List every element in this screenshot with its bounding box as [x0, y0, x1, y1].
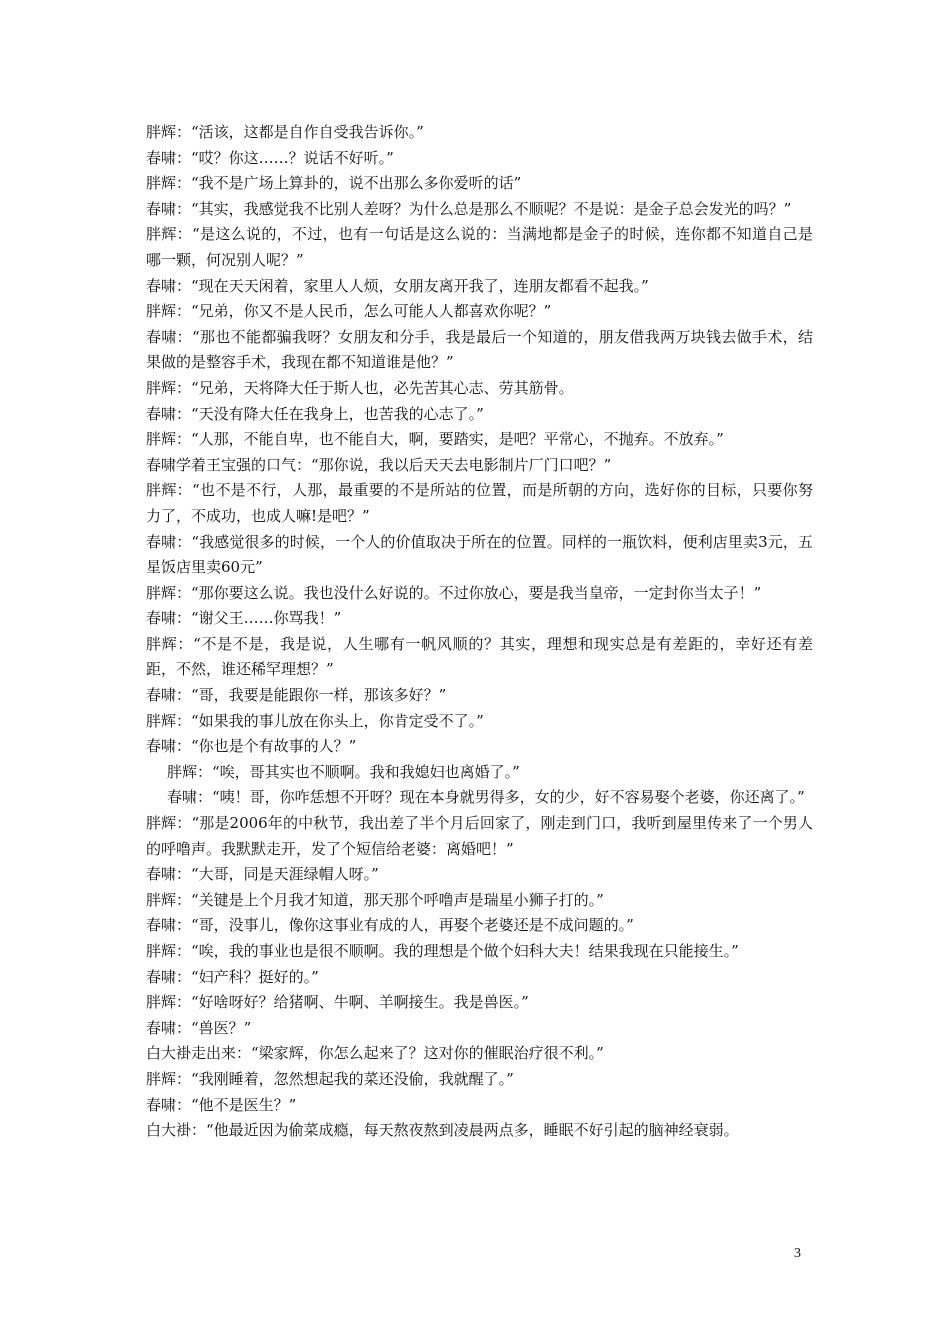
dialogue-line: 胖辉：“不是不是，我是说，人生哪有一帆风顺的？其实，理想和现实总是有差距的，幸好还有差距，不然，谁还稀罕理想？”	[146, 634, 813, 679]
dialogue-line: 胖辉：“我刚睡着，忽然想起我的菜还没偷，我就醒了。”	[146, 1069, 514, 1088]
dialogue-line: 春啸：“天没有降大任在我身上，也苦我的心志了。”	[146, 404, 484, 423]
dialogue-line: 春啸：“你也是个有故事的人？”	[146, 737, 357, 756]
dialogue-line: 春啸：“大哥，同是天涯绿帽人呀。”	[146, 865, 379, 884]
dialogue-line: 春啸：“我感觉很多的时候，一个人的价值取决于所在的位置。同样的一瓶饮料，便利店里卖3元，五星饭店里卖60元”	[146, 532, 813, 577]
dialogue-line: 春啸：“咦！哥，你咋恁想不开呀？现在本身就男得多，女的少，好不容易娶个老婆，你还离了。”	[167, 788, 805, 807]
dialogue-line: 白大褂：“他最近因为偷菜成瘾，每天熬夜熬到凌晨两点多，睡眠不好引起的脑神经衰弱。	[146, 1121, 739, 1140]
dialogue-line: 春啸：“他不是医生？”	[146, 1095, 297, 1114]
dialogue-line: 胖辉：“那你要这么说。我也没什么好说的。不过你放心，要是我当皇帝，一定封你当太子！”	[146, 583, 762, 602]
dialogue-line: 春啸：“哎？你这……？说话不好听。”	[146, 148, 394, 167]
dialogue-line: 春啸：“那也不能都骗我呀？女朋友和分手，我是最后一个知道的，朋友借我两万块钱去做手术，结果做的是整容手术，我现在都不知道谁是他？”	[146, 327, 813, 372]
dialogue-line: 春啸学着王宝强的口气：“那你说，我以后天天去电影制片厂门口吧？”	[146, 455, 612, 474]
page-number: 3	[794, 1246, 801, 1261]
dialogue-line: 胖辉：“那是2006年的中秋节，我出差了半个月后回家了，刚走到门口，我听到屋里传来了一个男人的呼噜声。我默默走开，发了个短信给老婆：离婚吧！”	[146, 814, 813, 858]
dialogue-line: 春啸：“现在天天闲着，家里人人烦，女朋友离开我了，连朋友都看不起我。”	[146, 276, 649, 295]
dialogue-line: 春啸：“妇产科？挺好的。”	[146, 967, 319, 986]
dialogue-line: 胖辉：“关键是上个月我才知道，那天那个呼噜声是瑞星小狮子打的。”	[146, 890, 604, 909]
dialogue-line: 春啸：“哥，我要是能跟你一样，那该多好？”	[146, 686, 447, 705]
dialogue-line: 胖辉：“好啥呀好？给猪啊、牛啊、羊啊接生。我是兽医。”	[146, 993, 529, 1012]
dialogue-line: 胖辉：“也不是不行，人那，最重要的不是所站的位置，而是所朝的方向，选好你的目标，只要你努力了，不成功，也成人嘛!是吧？”	[146, 481, 813, 525]
dialogue-line: 胖辉：“唉，我的事业也是很不顺啊。我的理想是个做个妇科大夫！结果我现在只能接生。”	[146, 942, 739, 960]
dialogue-line: 春啸：“兽医？”	[146, 1018, 252, 1037]
dialogue-line: 胖辉：“人那，不能自卑，也不能自大，啊，要踏实，是吧？平常心，不抛弃。不放弃。”	[146, 430, 724, 449]
dialogue-line: 春啸：“其实，我感觉我不比别人差呀？为什么总是那么不顺呢？不是说：是金子总会发光的吗？”	[146, 199, 792, 218]
dialogue-line: 胖辉：“兄弟，你又不是人民币，怎么可能人人都喜欢你呢？”	[146, 302, 552, 321]
dialogue-line: 胖辉：“如果我的事儿放在你头上，你肯定受不了。”	[146, 711, 484, 730]
dialogue-line: 春啸：“哥，没事儿，像你这事业有成的人，再娶个老婆还是不成问题的。”	[146, 916, 634, 935]
dialogue-line: 白大褂走出来：“梁家辉，你怎么起来了？这对你的催眠治疗很不利。”	[146, 1044, 604, 1063]
dialogue-line: 胖辉：“我不是广场上算卦的，说不出那么多你爱听的话”	[146, 174, 522, 193]
dialogue-line: 胖辉：“是这么说的，不过，也有一句话是这么说的：当满地都是金子的时候，连你都不知道自己是哪一颗，何况别人呢？”	[146, 225, 813, 269]
dialogue-line: 胖辉：“活该，这都是自作自受我告诉你。”	[146, 123, 424, 141]
dialogue-line: 胖辉：“兄弟，天将降大任于斯人也，必先苦其心志、劳其筋骨。	[146, 378, 574, 397]
dialogue-text	[143, 120, 813, 1144]
dialogue-line: 胖辉：“唉，哥其实也不顺啊。我和我媳妇也离婚了。”	[167, 762, 520, 781]
dialogue-line: 春啸：“谢父王……你骂我！”	[146, 609, 342, 628]
